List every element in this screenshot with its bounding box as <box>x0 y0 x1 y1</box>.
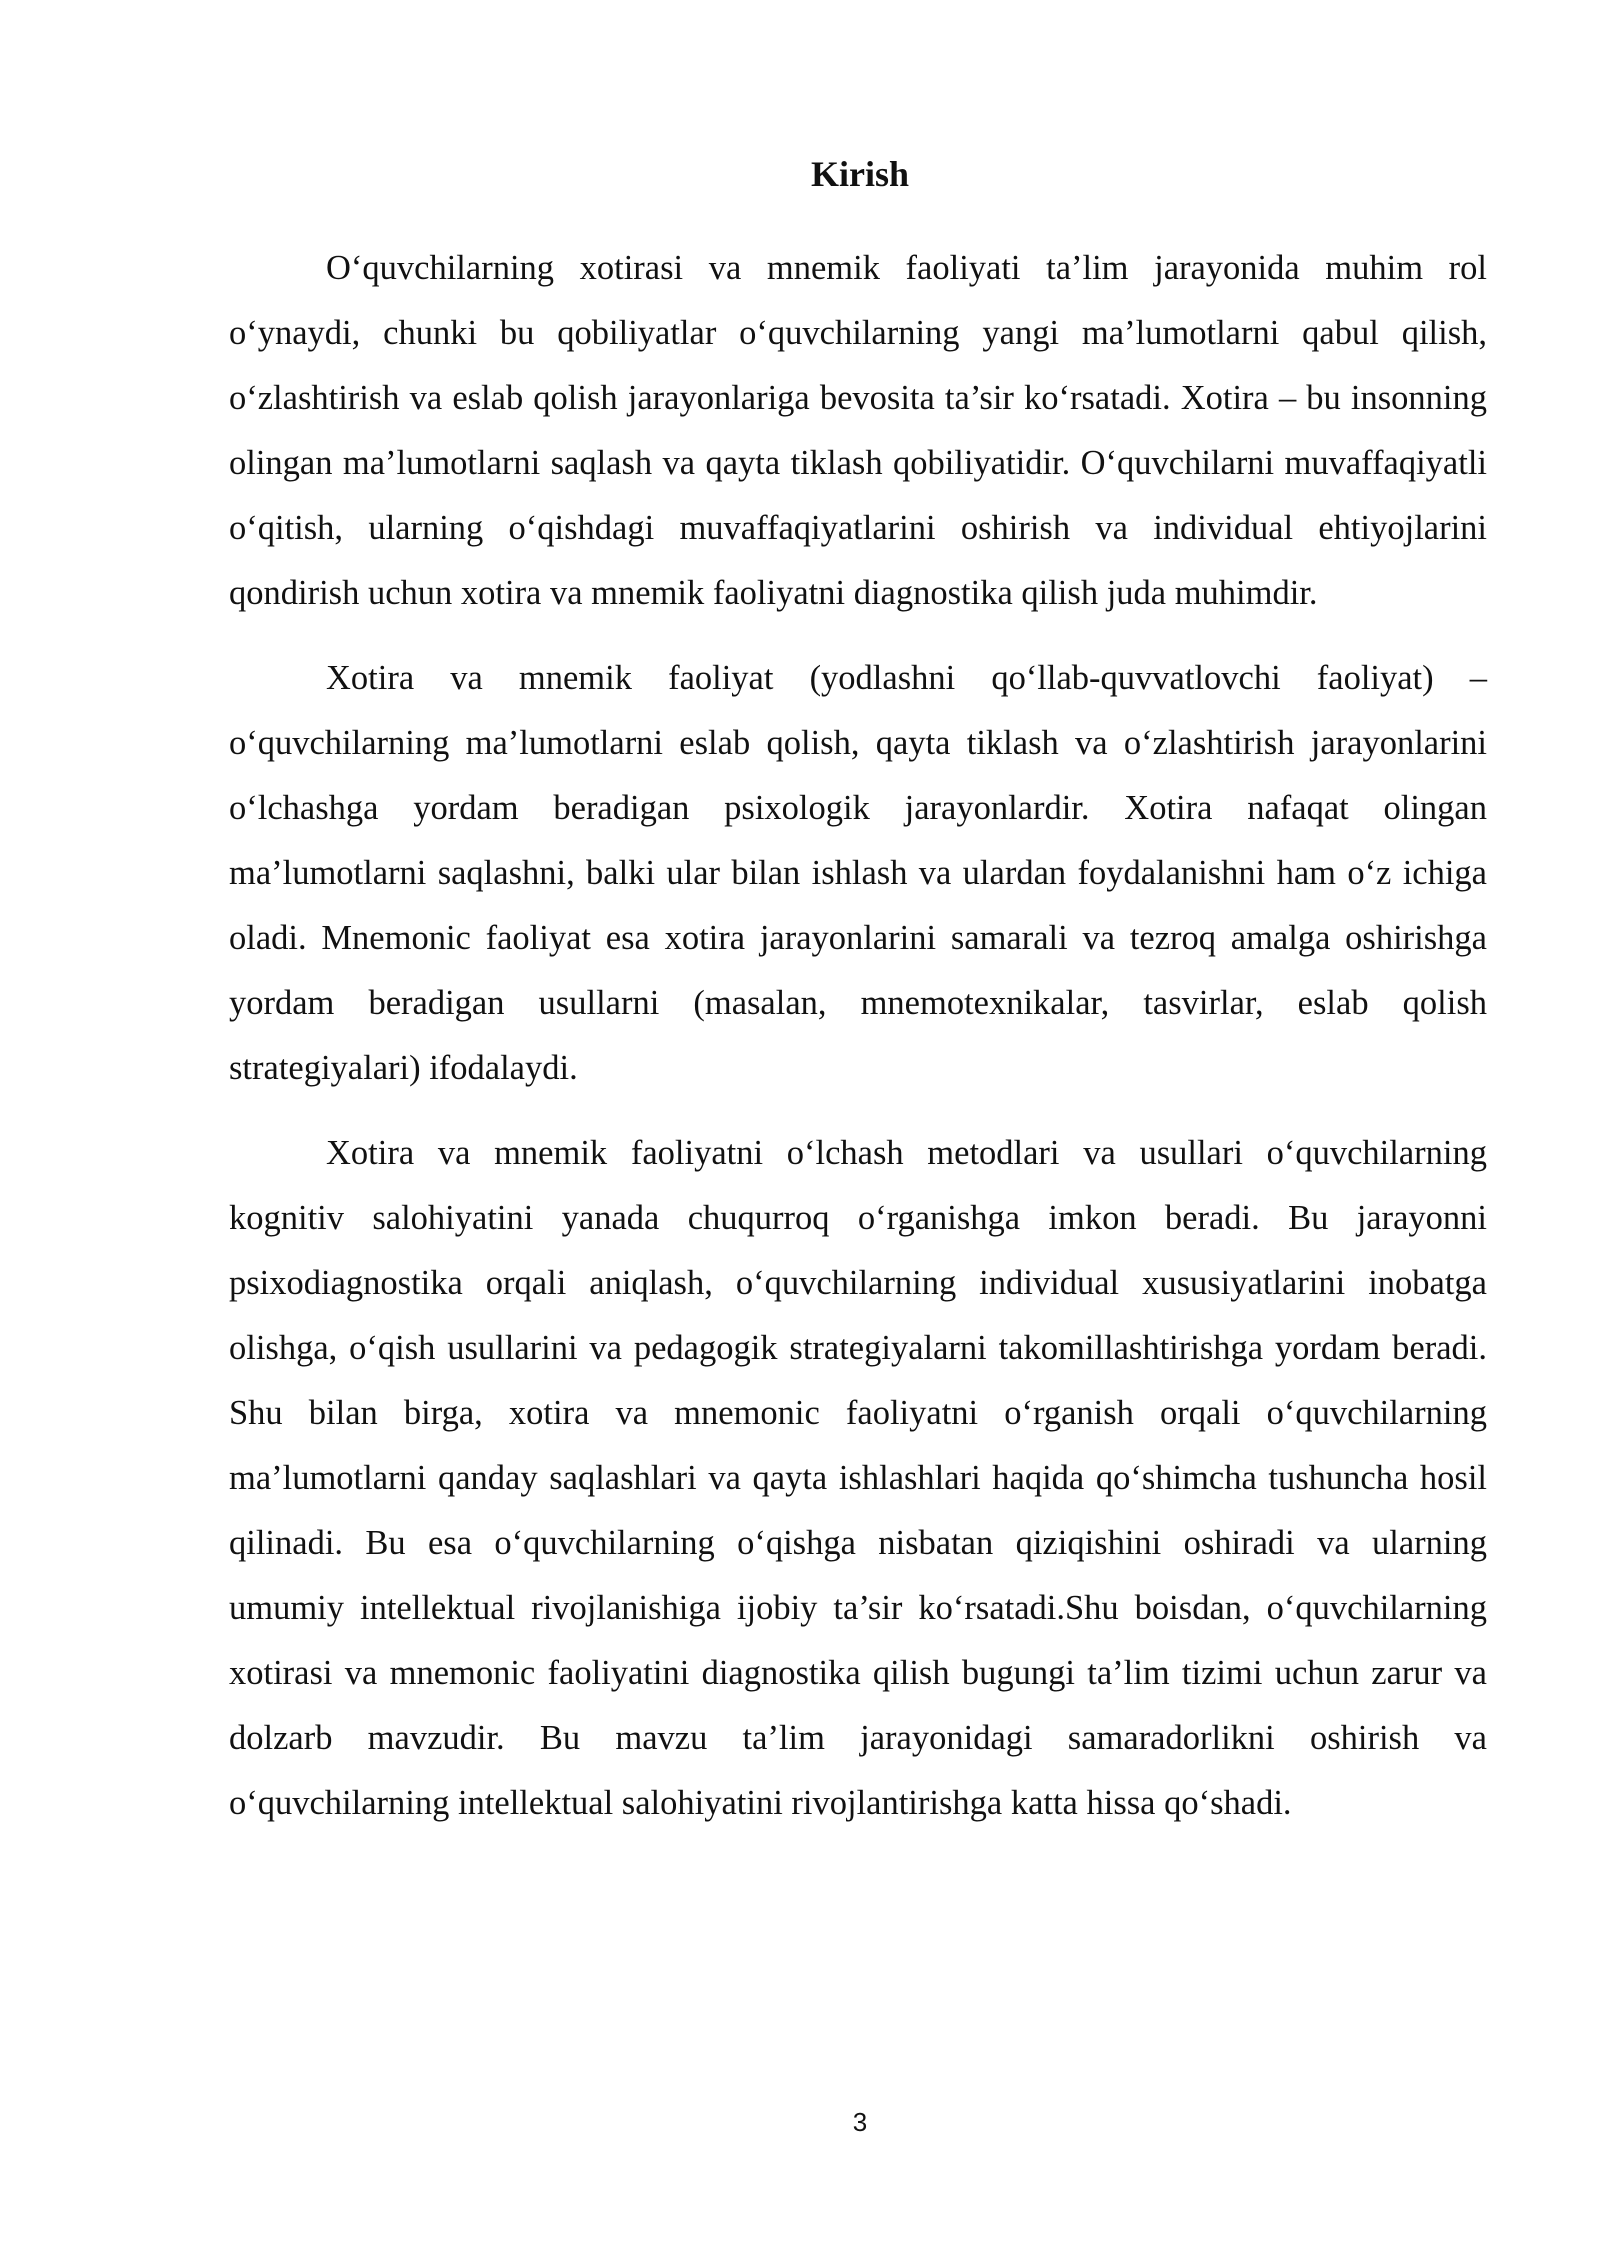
paragraph-3: Xotira va mnemik faoliyatni o‘lchash metodlari va usullari o‘quvchilarning kognitiv salohiyatini yanada chuqurroq o‘rganishga imkon beradi. Bu jarayonni psixodiagnostika orqali aniqlash, o‘quvchilarning individual xususiyatlarini inobatga olishga, o‘qish usullarini va pedagogik strategiyalarni takomillashtirishga yordam beradi. Shu bilan birga, xotira va mnemonic faoliyatni o‘rganish orqali o‘quvchilarning ma’lumotlarni qanday saqlashlari va qayta ishlashlari haqida qo‘shimcha tushuncha hosil qilinadi. Bu esa o‘quvchilarning o‘qishga nisbatan qiziqishini oshiradi va ularning umumiy intellektual rivojlanishiga ijobiy ta’sir ko‘rsatadi.Shu boisdan, o‘quvchilarning xotirasi va mnemonic faoliyatini diagnostika qilish bugungi ta’lim tizimi uchun zarur va dolzarb mavzudir. Bu mavzu ta’lim jarayonidagi samaradorlikni oshirish va o‘quvchilarning intellektual salohiyatini rivojlantirishga katta hissa qo‘shadi. <box>229 1134 1487 1822</box>
section-heading: Kirish <box>810 154 909 194</box>
paragraph-2: Xotira va mnemik faoliyat (yodlashni qo‘llab-quvvatlovchi faoliyat) – o‘quvchilarning ma’lumotlarni eslab qolish, qayta tiklash va o‘zlashtirish jarayonlarini o‘lchashga yordam beradigan psixologik jarayonlardir. Xotira nafaqat olingan ma’lumotlarni saqlashni, balki ular bilan ishlash va ulardan foydalanishni ham o‘z ichiga oladi. Mnemonic faoliyat esa xotira jarayonlarini samarali va tezroq amalga oshirishga yordam beradigan usullarni (masalan, mnemotexnikalar, tasvirlar, eslab qolish strategiyalari) ifodalaydi. <box>229 659 1487 1087</box>
page-number: 3 <box>852 2107 868 2137</box>
body-text <box>229 236 1487 1856</box>
paragraph-1: O‘quvchilarning xotirasi va mnemik faoliyati ta’lim jarayonida muhim rol o‘ynaydi, chunki bu qobiliyatlar o‘quvchilarning yangi ma’lumotlarni qabul qilish, o‘zlashtirish va eslab qolish jarayonlariga bevosita ta’sir ko‘rsatadi. Xotira – bu insonning olingan ma’lumotlarni saqlash va qayta tiklash qobiliyatidir. O‘quvchilarni muvaffaqiyatli o‘qitish, ularning o‘qishdagi muvaffaqiyatlarini oshirish va individual ehtiyojlarini qondirish uchun xotira va mnemik faoliyatni diagnostika qilish juda muhimdir. <box>229 249 1487 612</box>
